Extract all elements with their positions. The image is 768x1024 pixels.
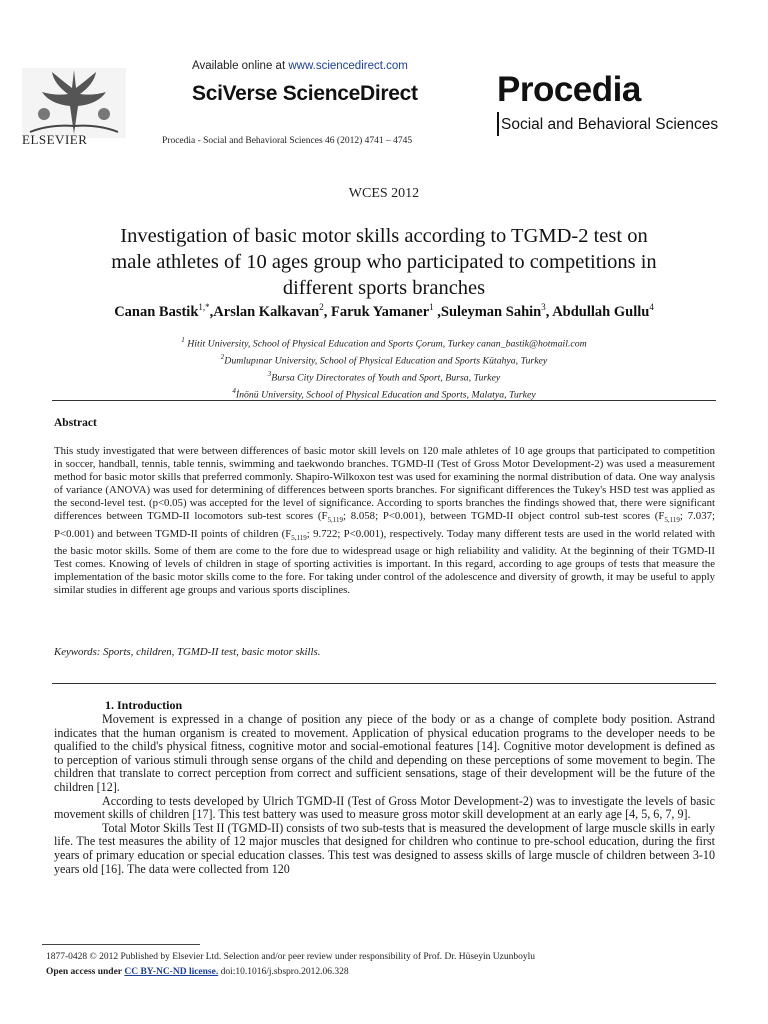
journal-divider <box>497 112 499 136</box>
author-name: Abdullah Gullu <box>552 303 650 320</box>
author-name: Suleyman Sahin <box>440 303 542 320</box>
sciverse-brand: SciVerse ScienceDirect <box>192 82 418 105</box>
intro-body <box>54 713 715 876</box>
abstract-part: ; 8.058; P<0.001), between TGMD-II object control sub-test scores (F <box>343 510 665 523</box>
abstract-heading: Abstract <box>54 417 97 429</box>
affiliation-text: Dumlupınar University, School of Physical Education and Sports Kütahya, Turkey <box>224 355 548 367</box>
divider-bottom <box>52 683 716 684</box>
journal-title: Procedia <box>497 70 641 109</box>
abstract-text <box>54 445 715 597</box>
conference-name: WCES 2012 <box>348 186 420 201</box>
affiliation-sup: 2 <box>220 352 225 361</box>
footnote-rule <box>42 944 200 945</box>
author-sup: 3 <box>541 302 546 312</box>
affiliation-sup: 1 <box>181 336 185 344</box>
paragraph: According to tests developed by Ulrich TGMD-II (Test of Gross Motor Development-2) was to investigate the levels of basic movement skills of children [17]. This test battery was used to measure gross motor skill development at an early age [4, 5, 6, 7, 9]. <box>54 793 715 822</box>
publisher-name: ELSEVIER <box>22 132 88 147</box>
doi: doi:10.1016/j.sbspro.2012.06.328 <box>220 967 349 977</box>
author-sup: 4 <box>649 302 654 312</box>
divider-top <box>52 400 716 401</box>
journal-subtitle: Social and Behavioral Sciences <box>501 116 719 133</box>
available-online-label: Available online at <box>192 60 286 72</box>
license-line <box>46 967 349 977</box>
affiliation <box>0 368 768 385</box>
author-name: Faruk Yamaner <box>331 303 430 320</box>
stat-subscript: 5,119 <box>664 516 680 525</box>
journal-citation: Procedia - Social and Behavioral Sciences 46 (2012) 4741 – 4745 <box>162 136 413 146</box>
affiliation-text: İnönü University, School of Physical Education and Sports, Malatya, Turkey <box>235 388 536 400</box>
keywords: Keywords: Sports, children, TGMD-II test, basic motor skills. <box>54 646 321 658</box>
affiliation <box>0 351 768 368</box>
author-name: Arslan Kalkavan <box>213 303 320 320</box>
affiliation <box>0 334 768 351</box>
open-access-label: Open access under <box>46 967 122 977</box>
affiliation-text: Hitit University, School of Physical Education and Sports Çorum, Turkey canan_bastik@hotmail.com <box>187 338 587 350</box>
title-line: different sports branches <box>282 277 486 299</box>
title-line: Investigation of basic motor skills according to TGMD-2 test on <box>120 225 648 247</box>
abstract-part: ; 9.722; P<0.001), respectively. Today many different tests are used in the world related with the basic motor skills. Some of them are come to the fore due to widespread usage or high reliability and validity. At the beginning of their TGMD-II Test comes. Knowing of levels of children in stage of sporting activities is important. In this regard, according to age groups of tests that measure the implementation of the basic motor skills come to the fore. For taking under control of the adolescence and diversity of growth, it may be useful to apply similar studies in different age groups and various sports disciplines. <box>54 527 715 597</box>
paragraph: Movement is expressed in a change of position any piece of the body or as a change of complete body position. Astrand indicates that the human organism is created to movement. Application of physical education programs to the developer needs to be qualified to the child's physical fitness, cognitive motor and social-emotional features [14]. Cognitive motor development is defined as to perception of various stimuli through sense organs of the child and depending on these perceptions of some movement to begin. The children that translate to correct perception from correct and sufficient sensations, stage of their development will be the future of the children [12]. <box>54 712 715 794</box>
affiliation <box>0 385 768 402</box>
affiliations <box>0 334 768 401</box>
abstract-part: This study investigated that were between differences of basic motor skill levels on 120 male athletes of 10 age groups that participated to competition in soccer, handball, tennis, table tennis, swimming and taekwondo branches. TGMD-II (Test of Gross Motor Development-2) was used a measurement method for basic motor skills that preferred commonly. Shapiro-Wilkoxon test was used for examining the normal distribution of data. One way analysis of variance (ANOVA) was used for determining of differences between sports branches. For significant differences the Tukey's HSD test was applied as the second-level test. (p<0.05) was accepted for the level of significance. According to sports branches the findings showed that, there were significant differences between TGMD-II locomotors sub-test scores (F <box>54 445 715 523</box>
stat-subscript: 5,119 <box>327 516 343 525</box>
author-list: Canan Bastik$^{1,*}$,Arslan Kalkavan$^2$, Faruk Yamaner$^1$ ,Suleyman Sahin$^3$, Abdullah Gullu$^4$ <box>114 302 654 320</box>
stat-subscript: 5,119 <box>291 533 307 542</box>
paragraph: Total Motor Skills Test II (TGMD-II) consists of two sub-tests that is measured the development of large muscle skills in early life. The test measures the ability of 12 major muscles that designed for children who continue to pre-school education, during the first years of primary education or special education classes. This test was designed to assess skills of large muscle of children between 3-10 years old [16]. The data were collected from 120 <box>54 820 715 876</box>
sciencedirect-link[interactable]: www.sciencedirect.com <box>288 60 408 72</box>
author-name: Canan Bastik <box>114 303 199 320</box>
author-sup: 1 <box>429 302 434 312</box>
license-link[interactable]: CC BY-NC-ND license. <box>124 967 219 977</box>
author-sup: 2 <box>319 302 324 312</box>
author-sup: 1,* <box>198 302 210 312</box>
affiliation-sup: 3 <box>267 369 272 378</box>
available-online <box>192 60 408 72</box>
title-line: male athletes of 10 ages group who participated to competitions in <box>111 251 657 273</box>
section-heading: 1. Introduction <box>105 698 183 712</box>
copyright-line: 1877-0428 © 2012 Published by Elsevier Ltd. Selection and/or peer review under responsibility of Prof. Dr. Hüseyin Uzunboylu <box>46 952 535 962</box>
affiliation-sup: 4 <box>232 386 236 395</box>
affiliation-text: Bursa City Directorates of Youth and Sport, Bursa, Turkey <box>271 371 501 383</box>
abstract-part: ; 7.037; P<0.001) and between TGMD-II points of children (F <box>54 510 715 540</box>
paper-title <box>40 223 728 301</box>
